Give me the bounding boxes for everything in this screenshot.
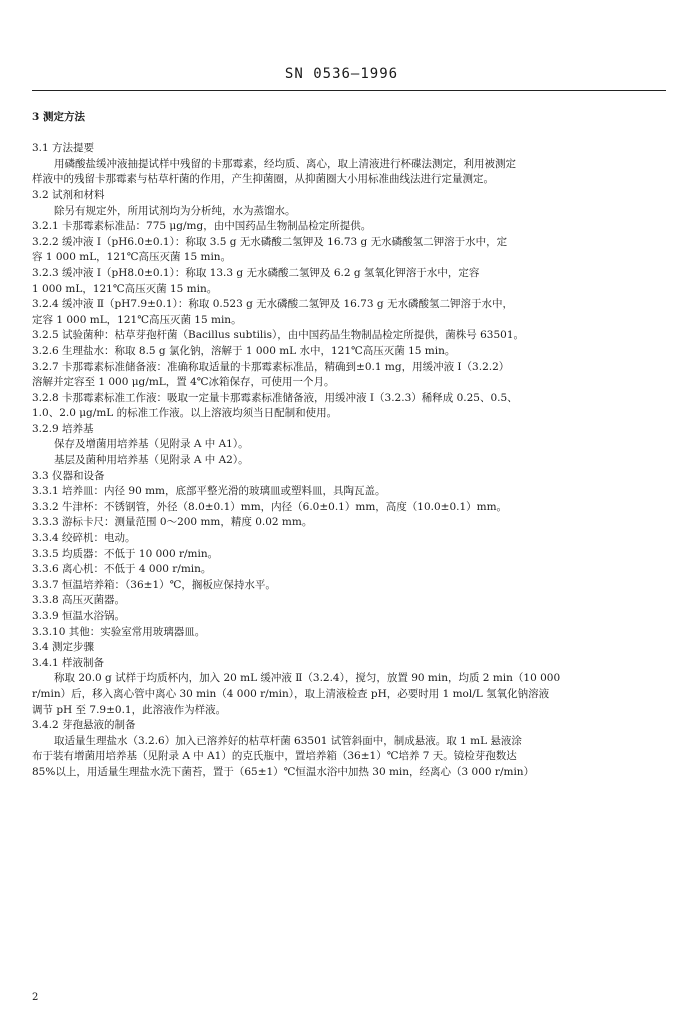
body-text bbox=[32, 110, 664, 781]
paragraph-line: 调节 pH 至 7.9±0.1，此溶液作为样液。 bbox=[32, 703, 227, 716]
paragraph-line: r/min）后，移入离心管中离心 30 min（4 000 r/min），取上清液检查 pH，必要时用 1 mol/L 氢氧化钠溶液 bbox=[32, 687, 550, 700]
clause-line: 基层及菌种用培养基（见附录 A 中 A2）。 bbox=[54, 454, 249, 467]
clause-line: 3.2.5 试验菌种：枯草芽孢杆菌（Bacillus subtilis），由中国药品生物制品检定所提供，菌株号 63501。 bbox=[32, 329, 525, 342]
paragraph-line: 布于装有增菌用培养基（见附录 A 中 A1）的克氏瓶中，置培养箱（36±1）℃培养 7 天。镜检芽孢数达 bbox=[32, 750, 517, 763]
paragraph-line: 样液中的残留卡那霉素与枯草杆菌的作用，产生抑菌圈，从抑菌圈大小用标准曲线法进行定量测定。 bbox=[32, 173, 494, 186]
subsection-heading: 3.1 方法提要 bbox=[32, 142, 95, 155]
clause-line: 3.2.6 生理盐水：称取 8.5 g 氯化钠，溶解于 1 000 mL 水中，121℃高压灭菌 15 min。 bbox=[32, 344, 456, 357]
clause-line: 3.2.2 缓冲液 Ⅰ（pH6.0±0.1）：称取 3.5 g 无水磷酸二氢钾及 16.73 g 无水磷酸氢二钾溶于水中，定 bbox=[32, 235, 508, 248]
clause-line: 3.4.1 样液制备 bbox=[32, 656, 105, 669]
paragraph-line: 取适量生理盐水（3.2.6）加入已溶养好的枯草杆菌 63501 试管斜面中，制成悬液。取 1 mL 悬液涂 bbox=[54, 734, 522, 747]
clause-line: 3.2.9 培养基 bbox=[32, 422, 94, 435]
subsection-heading: 3.3 仪器和设备 bbox=[32, 469, 105, 482]
clause-line: 1.0、2.0 μg/mL 的标准工作液。以上溶液均须当日配制和使用。 bbox=[32, 407, 338, 420]
clause-line: 3.4.2 芽孢悬液的制备 bbox=[32, 719, 136, 732]
clause-line: 3.3.3 游标卡尺：测量范围 0～200 mm，精度 0.02 mm。 bbox=[32, 516, 313, 529]
clause-line: 3.2.1 卡那霉素标准品：775 μg/mg，由中国药品生物制品检定所提供。 bbox=[32, 220, 372, 233]
page-number: 2 bbox=[32, 992, 39, 1003]
clause-line: 3.3.9 恒温水浴锅。 bbox=[32, 610, 126, 622]
clause-line: 3.3.4 绞碎机：电动。 bbox=[32, 532, 136, 545]
section-heading: 3 测定方法 bbox=[32, 111, 85, 123]
clause-line: 容 1 000 mL，121℃高压灭菌 15 min。 bbox=[32, 251, 232, 264]
clause-line: 3.2.3 缓冲液 Ⅰ（pH8.0±0.1）：称取 13.3 g 无水磷酸二氢钾及 6.2 g 氢氧化钾溶于水中，定容 bbox=[32, 266, 480, 279]
paragraph-line: 用磷酸盐缓冲液抽提试样中残留的卡那霉素，经均质、离心，取上清液进行杯碟法测定，利用被测定 bbox=[54, 157, 516, 170]
paragraph-line: 85%以上，用适量生理盐水洗下菌苔，置于（65±1）℃恒温水浴中加热 30 min，经离心（3 000 r/min） bbox=[32, 765, 535, 778]
clause-line: 保存及增菌用培养基（见附录 A 中 A1）。 bbox=[54, 438, 249, 451]
clause-line: 3.3.1 培养皿：内径 90 mm，底部平整光滑的玻璃皿或塑料皿，具陶瓦盖。 bbox=[32, 485, 386, 498]
clause-line: 3.3.8 高压灭菌器。 bbox=[32, 594, 126, 607]
clause-line: 3.3.6 离心机：不低于 4 000 r/min。 bbox=[32, 563, 212, 576]
clause-line: 3.2.4 缓冲液 Ⅱ（pH7.9±0.1）：称取 0.523 g 无水磷酸二氢钾及 16.73 g 无水磷酸氢二钾溶于水中， bbox=[32, 298, 513, 311]
clause-line: 定容 1 000 mL，121℃高压灭菌 15 min。 bbox=[32, 313, 242, 326]
clause-line: 3.2.8 卡那霉素标准工作液：吸取一定量卡那霉素标准储备液，用缓冲液 Ⅰ（3.2.3）稀释成 0.25、0.5、 bbox=[32, 391, 518, 404]
clause-line: 3.3.2 牛津杯：不锈钢管，外径（8.0±0.1）mm，内径（6.0±0.1）mm，高度（10.0±0.1）mm。 bbox=[32, 500, 508, 513]
clause-line: 3.3.7 恒温培养箱：（36±1）℃，搁板应保持水平。 bbox=[32, 578, 276, 591]
clause-line: 3.3.10 其他：实验室常用玻璃器皿。 bbox=[32, 625, 206, 638]
standard-code-header: SN 0536—1996 bbox=[284, 66, 399, 82]
clause-line: 3.2.7 卡那霉素标准储备液：准确称取适量的卡那霉素标准品，精确到±0.1 mg，用缓冲液 Ⅰ（3.2.2） bbox=[32, 360, 510, 373]
blank-line bbox=[32, 126, 664, 142]
clause-line: 1 000 mL，121℃高压灭菌 15 min。 bbox=[32, 282, 218, 295]
header-rule bbox=[32, 90, 666, 91]
clause-line: 溶解并定容至 1 000 μg/mL，置 4℃冰箱保存，可使用一个月。 bbox=[32, 376, 335, 389]
subsection-heading: 3.2 试剂和材料 bbox=[32, 188, 105, 201]
paragraph-line: 称取 20.0 g 试样于均质杯内，加入 20 mL 缓冲液 Ⅱ（3.2.4），搅匀，放置 90 min，均质 2 min（10 000 bbox=[54, 672, 561, 685]
subsection-heading: 3.4 测定步骤 bbox=[32, 641, 95, 654]
paragraph-line: 除另有规定外，所用试剂均为分析纯，水为蒸馏水。 bbox=[54, 204, 296, 217]
clause-line: 3.3.5 均质器：不低于 10 000 r/min。 bbox=[32, 547, 219, 560]
